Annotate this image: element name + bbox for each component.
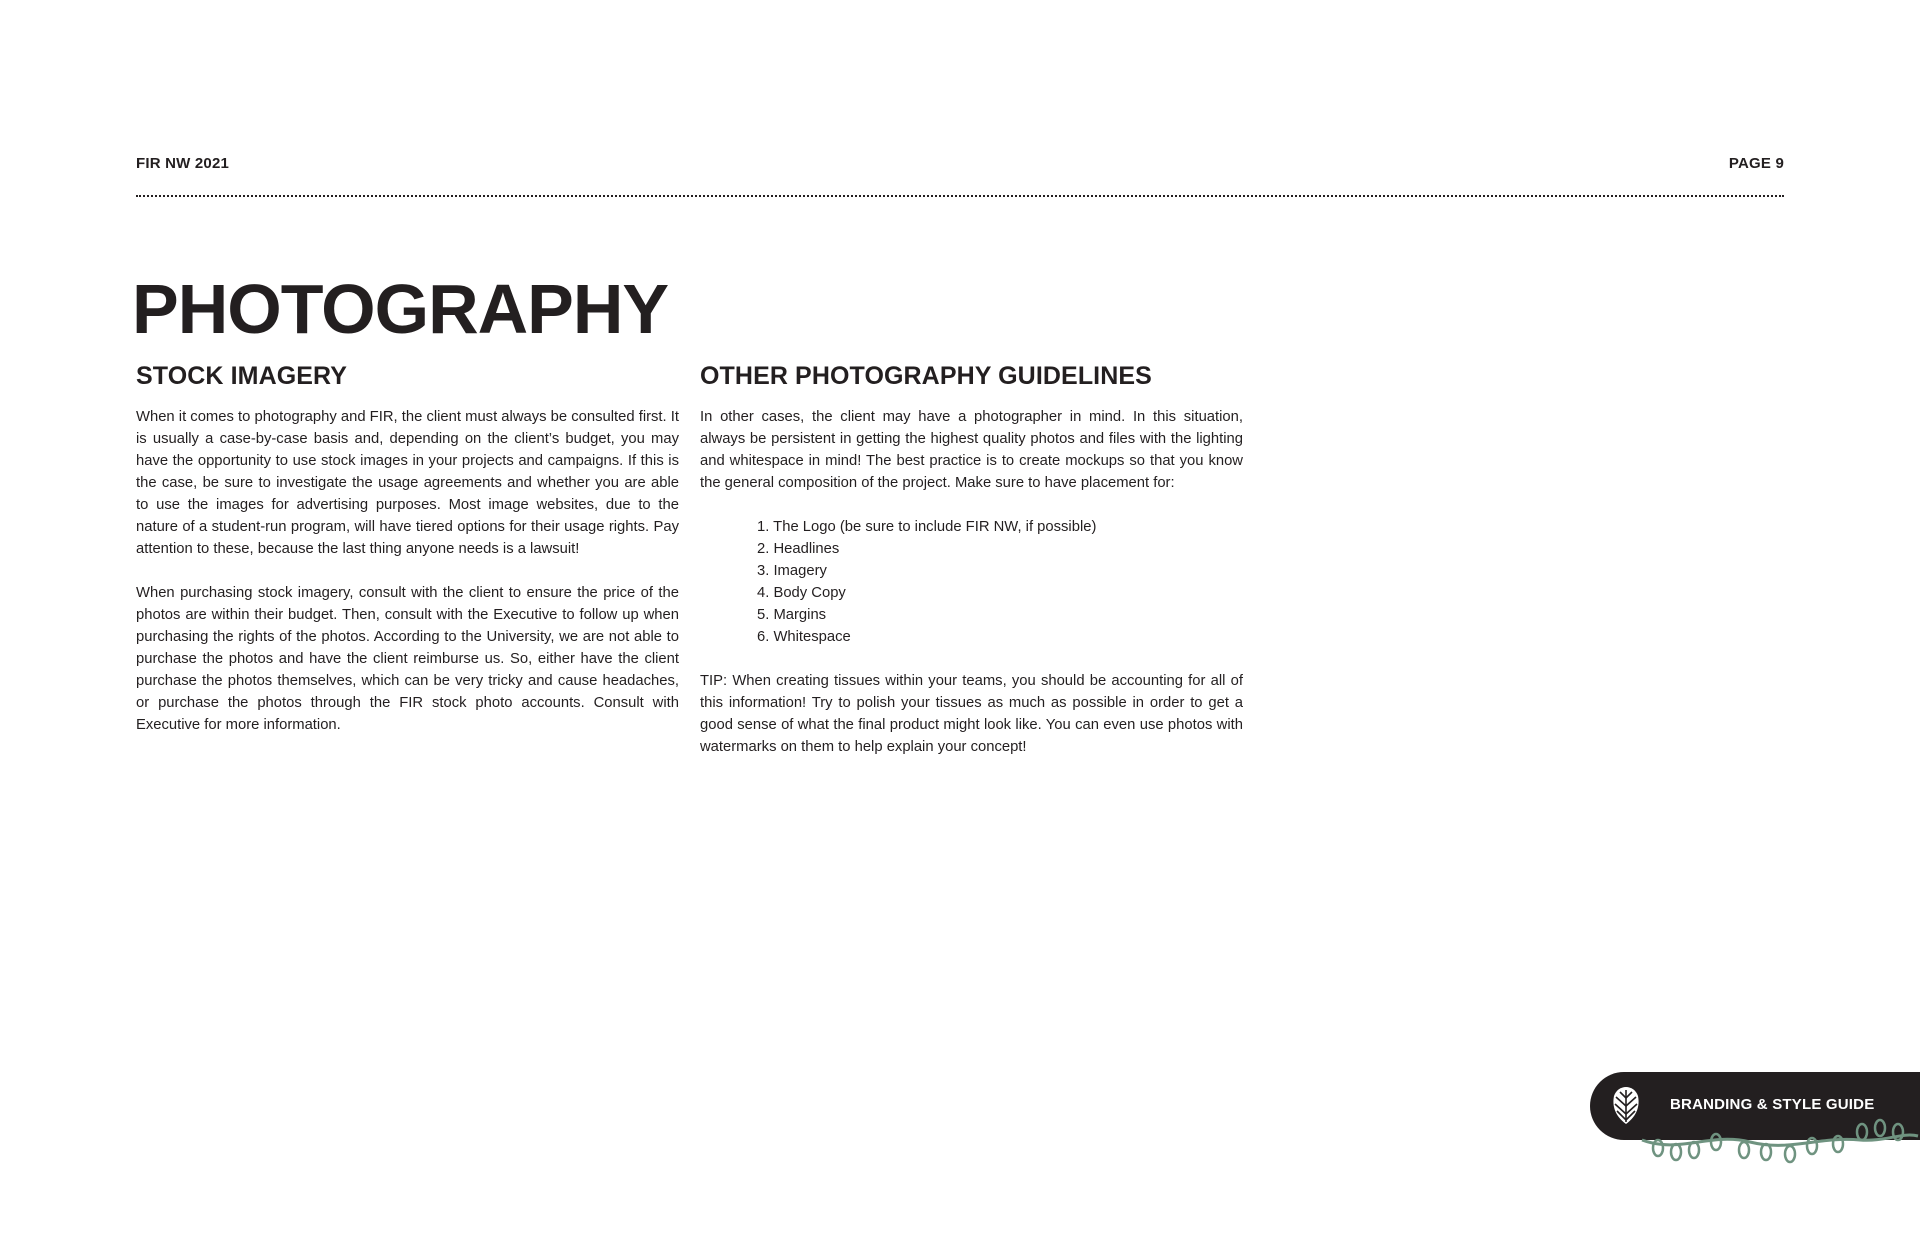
other-guidelines-heading: OTHER PHOTOGRAPHY GUIDELINES <box>700 362 1152 390</box>
other-guidelines-section <box>700 360 1243 780</box>
stock-imagery-paragraph-1: When it comes to photography and FIR, the client must always be consulted first. It is usually a case-by-case basis and, depending on the client’s budget, you may have the opportunity to use stock images in your projects and campaigns. If this is the case, be sure to investigate the usage agreements and whether you are able to use the images for advertising purposes. Most image websites, due to the nature of a student-run program, will have tiered options for their usage rights. Pay attention to these, because the last thing anyone needs is a lawsuit! <box>136 409 679 557</box>
list-item: 1. The Logo (be sure to include FIR NW, if possible) <box>757 519 1097 535</box>
header-dotted-divider <box>136 195 1784 197</box>
other-guidelines-paragraph: In other cases, the client may have a photographer in mind. In this situation, always be persistent in getting the highest quality photos and files with the lighting and whitespace in mind! The best practice is to create mockups so that you know the general composition of the project. Make sure to have placement for: <box>700 409 1243 491</box>
pinecone-icon <box>1608 1084 1644 1128</box>
list-item: 3. Imagery <box>757 563 827 579</box>
list-item: 4. Body Copy <box>757 585 846 601</box>
header-document-label: FIR NW 2021 <box>136 155 230 172</box>
list-item: 6. Whitespace <box>757 629 851 645</box>
stock-imagery-paragraph-2: When purchasing stock imagery, consult with the client to ensure the price of the photos are within their budget. Then, consult with the Executive to follow up when purchasing the rights of the photos. According to the University, we are not able to purchase the photos and have the client reimburse us. So, either have the client purchase the photos themselves, which can be very tricky and cause headaches, or purchase the photos through the FIR stock photo accounts. Consult with Executive for more information. <box>136 585 679 733</box>
tip-paragraph: TIP: When creating tissues within your teams, you should be accounting for all of this information! Try to polish your tissues as much as possible in order to get a good sense of what the final product might look like. You can even use photos with watermarks on them to help explain your concept! <box>700 673 1243 755</box>
vine-decoration <box>1640 1118 1920 1168</box>
list-item: 5. Margins <box>757 607 827 623</box>
stock-imagery-section <box>136 360 679 758</box>
list-item: 2. Headlines <box>757 541 840 557</box>
stock-imagery-heading: STOCK IMAGERY <box>136 362 348 390</box>
branding-guide-label: BRANDING & STYLE GUIDE <box>1670 1096 1875 1113</box>
placement-list <box>700 516 1243 648</box>
header-page-number: PAGE 9 <box>1728 155 1784 172</box>
page-title: PHOTOGRAPHY <box>132 270 669 348</box>
